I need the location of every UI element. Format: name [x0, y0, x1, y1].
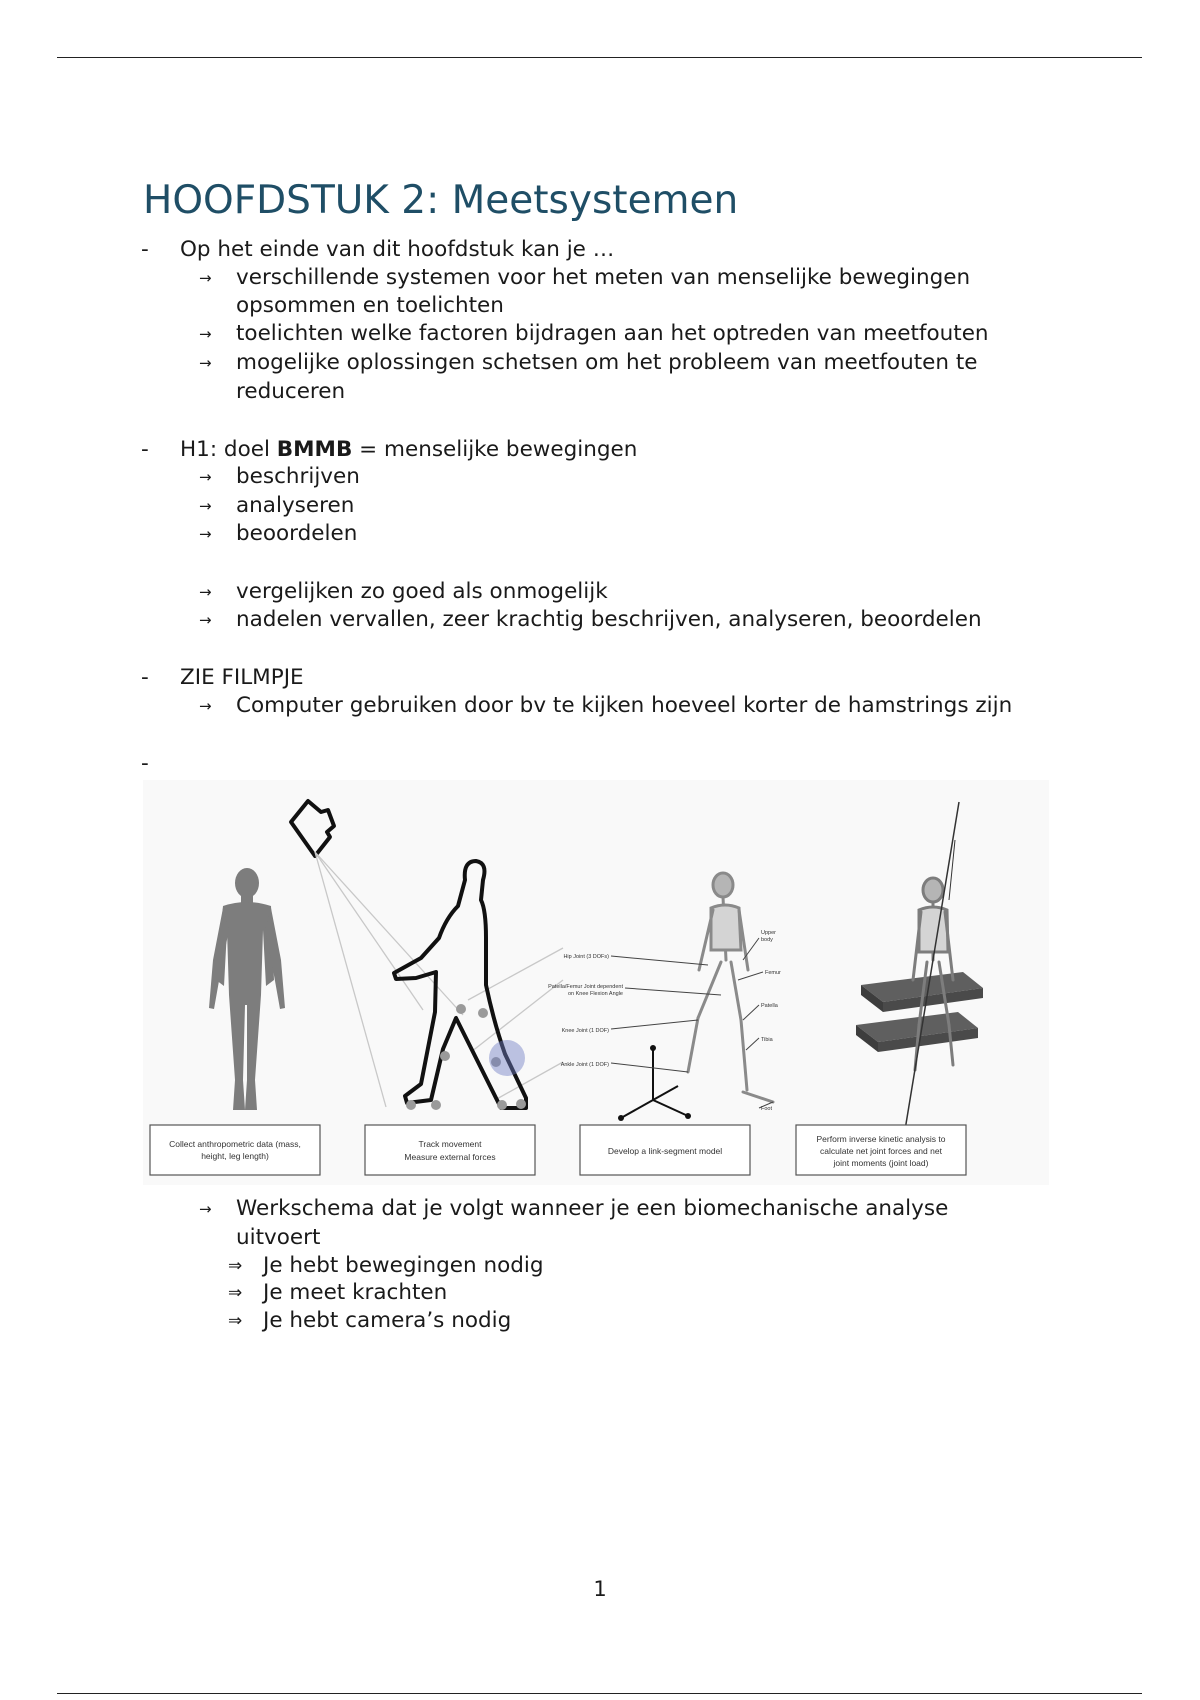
label-foot: Foot — [761, 1106, 773, 1112]
biomechanics-workflow-figure — [143, 780, 1049, 1185]
section2-heading — [180, 436, 637, 464]
arrow-bullet: → — [199, 497, 212, 515]
section1-intro: Op het einde van dit hoofdstuk kan je … — [180, 237, 615, 262]
label-femur: Femur — [765, 970, 781, 976]
caption-inverse-kinetics-cont2: joint moments (joint load) — [833, 1158, 929, 1168]
section4-item: Werkschema dat je volgt wanneer je een biomechanische analyse — [236, 1196, 949, 1221]
label-upper-body-cont: body — [761, 937, 773, 943]
double-arrow-bullet: ⇒ — [228, 1311, 243, 1331]
arrow-bullet: → — [199, 611, 212, 629]
header-rule — [57, 57, 1142, 58]
label-hip-joint: Hip Joint (3 DOFs) — [563, 954, 609, 960]
section2-item: nadelen vervallen, zeer krachtig beschrijven, analyseren, beoordelen — [236, 607, 982, 632]
label-patella-femur-joint-cont: on Knee Flexion Angle — [567, 991, 623, 997]
caption-measure-forces: Measure external forces — [404, 1152, 496, 1162]
section1-item3: mogelijke oplossingen schetsen om het probleem van meetfouten te — [236, 350, 978, 375]
label-patella-femur-joint: Patella/Femur Joint dependent — [548, 984, 623, 990]
label-upper-body: Upper — [761, 930, 776, 936]
section4-sub-item: Je hebt bewegingen nodig — [263, 1253, 544, 1278]
bullet-dash: - — [141, 751, 149, 776]
arrow-bullet: → — [199, 525, 212, 543]
caption-inverse-kinetics: Perform inverse kinetic analysis to — [816, 1134, 946, 1144]
label-tibia: Tibia — [761, 1037, 773, 1043]
section3-item: Computer gebruiken door bv te kijken hoeveel korter de hamstrings zijn — [236, 693, 1013, 718]
caption-inverse-kinetics-cont: calculate net joint forces and net — [820, 1146, 942, 1156]
arrow-bullet: → — [199, 583, 212, 601]
section1-item1: verschillende systemen voor het meten van menselijke bewegingen — [236, 265, 971, 290]
section2-item: beschrijven — [236, 464, 360, 489]
bullet-dash: - — [141, 437, 149, 462]
arrow-bullet: → — [199, 269, 212, 287]
section3-heading: ZIE FILMPJE — [180, 665, 304, 690]
section4-sub-item: Je meet krachten — [263, 1280, 448, 1305]
section4-sub-item: Je hebt camera’s nodig — [263, 1308, 512, 1333]
joint-highlight — [489, 1040, 525, 1076]
section2-bold-term: BMMB — [276, 437, 353, 462]
caption-anthropometrics: Collect anthropometric data (mass, — [169, 1139, 301, 1149]
arrow-bullet: → — [199, 468, 212, 486]
page-title: HOOFDSTUK 2: Meetsystemen — [143, 178, 739, 223]
double-arrow-bullet: ⇒ — [228, 1256, 243, 1276]
arrow-bullet: → — [199, 697, 212, 715]
section2-prefix: H1: doel — [180, 437, 277, 462]
caption-box-track-movement — [365, 1125, 535, 1175]
section2-item: beoordelen — [236, 521, 358, 546]
label-knee-joint: Knee Joint (1 DOF) — [561, 1028, 609, 1034]
section1-item1-cont: opsommen en toelichten — [236, 293, 504, 318]
section2-item: analyseren — [236, 493, 355, 518]
bullet-dash: - — [141, 237, 149, 262]
page-number: 1 — [593, 1577, 607, 1601]
caption-link-segment: Develop a link-segment model — [607, 1146, 723, 1156]
section1-item2: toelichten welke factoren bijdragen aan het optreden van meetfouten — [236, 321, 989, 346]
double-arrow-bullet: ⇒ — [228, 1283, 243, 1303]
footer-rule — [57, 1693, 1142, 1694]
caption-track-movement: Track movement — [418, 1139, 482, 1149]
label-ankle-joint: Ankle Joint (1 DOF) — [560, 1062, 609, 1068]
caption-anthropometrics-cont: height, leg length) — [201, 1151, 269, 1161]
label-patella: Patella — [761, 1003, 778, 1009]
section1-item3-cont: reduceren — [236, 379, 346, 404]
arrow-bullet: → — [199, 354, 212, 372]
arrow-bullet: → — [199, 325, 212, 343]
section2-item: vergelijken zo goed als onmogelijk — [236, 579, 608, 604]
arrow-bullet: → — [199, 1200, 212, 1218]
section2-suffix: = menselijke bewegingen — [352, 437, 638, 462]
caption-box-anthropometrics — [150, 1125, 320, 1175]
bullet-dash: - — [141, 665, 149, 690]
section4-item-cont: uitvoert — [236, 1225, 321, 1250]
